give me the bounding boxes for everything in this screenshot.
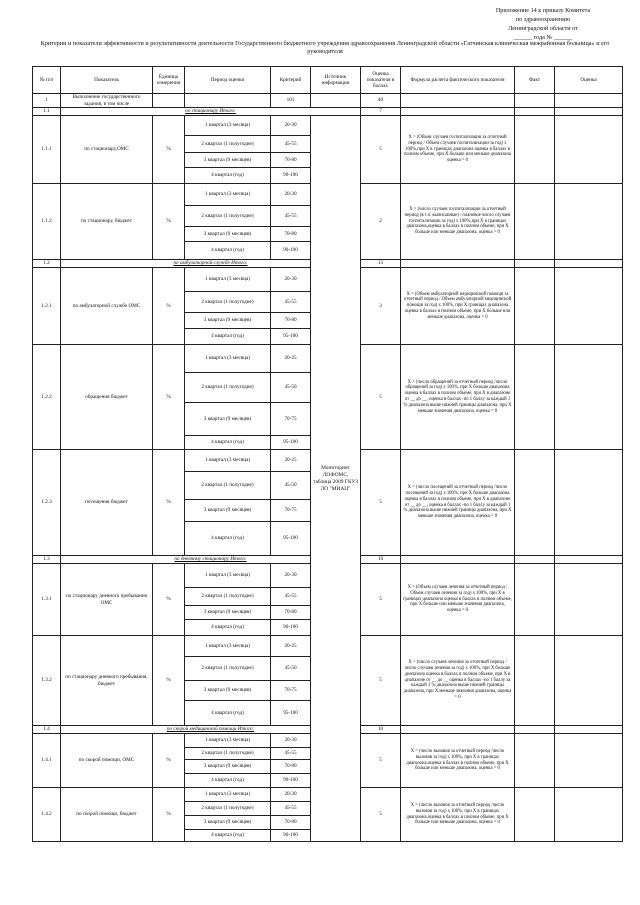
criterion-cell: 45-55 <box>271 802 311 816</box>
section-number: 1.3 <box>33 556 61 564</box>
criterion-cell: 90-100 <box>271 620 311 636</box>
criterion-cell: 70-80 <box>271 153 311 168</box>
fact-cell <box>515 734 555 788</box>
criterion-cell: 20-25 <box>271 636 311 657</box>
row-number: 1.2.3 <box>33 450 61 556</box>
indicator-name: по скорой помощи, бюджет <box>61 788 153 842</box>
indicator-name: по скорой помощи, ОМС <box>61 734 153 788</box>
score-cell: 5 <box>361 734 401 788</box>
indicator-name: по амбулаторной службе ОМС <box>61 268 153 345</box>
criterion-cell: 20-30 <box>271 788 311 802</box>
criterion-cell: 70-75 <box>271 403 311 436</box>
assessment-cell <box>555 108 623 116</box>
table-row <box>33 94 623 108</box>
unit-cell: % <box>153 564 185 636</box>
section-name: по амбулаторной службе Итого: <box>61 260 361 268</box>
section-name: по скорой медицинской помощи Итого: <box>61 726 361 734</box>
period-cell <box>185 94 271 108</box>
indicator-name: обращения бюджет <box>61 345 153 450</box>
unit-cell: % <box>153 184 185 260</box>
criterion-cell: 20-30 <box>271 116 311 136</box>
unit-cell: % <box>153 788 185 842</box>
row-number: 1.4.2 <box>33 788 61 842</box>
fact-cell <box>515 636 555 726</box>
document-title: Критерии и показатели эффективности и результативности деятельности Государственного бюджетного учреждения здравоохранения Ленинградской области «Гатчинская клиническая межрайонная больница» и его руководителя <box>40 40 610 55</box>
fact-cell <box>515 108 555 116</box>
column-header: Факт <box>515 67 555 94</box>
period-cell: 2 квартал (1 полугодие) <box>185 206 271 227</box>
criterion-cell: 20-30 <box>271 184 311 206</box>
formula-cell: X = (Объем случаев лечения за отчетный период / Объем случаев лечения за год) х 100%, при X в границах диапазона оценка в баллах в полном объеме, при X больше или меньше значения диапазона, оценка = 0 <box>401 564 515 636</box>
period-cell: 4 квартал (год) <box>185 436 271 450</box>
assessment-cell <box>555 450 623 556</box>
unit-cell: % <box>153 345 185 450</box>
period-cell: 1 квартал (3 месяца) <box>185 636 271 657</box>
criterion-cell: 70-75 <box>271 681 311 701</box>
criterion-cell: 20-30 <box>271 564 311 588</box>
column-header: Период оценки <box>185 67 271 94</box>
fact-cell <box>515 260 555 268</box>
fact-cell <box>515 268 555 345</box>
criterion-cell: 20-30 <box>271 268 311 292</box>
formula-cell: X = (число случаев лечения за отчетный период /число случаев лечения за год) х 100%, при X больше диапазона оценка в баллах в полном объеме, при X в диапазоне от __ до __ оценка в баллах -по 1 баллу за каждый 1 % диапазона выше нижней границы диапазона, при X меньше значения диапазона, оценка = 0 <box>401 636 515 726</box>
period-cell: 3 квартал (9 месяцев) <box>185 313 271 329</box>
assessment-cell <box>555 726 623 734</box>
table-header-row <box>33 67 623 94</box>
period-cell: 3 квартал (9 месяцев) <box>185 760 271 774</box>
score-cell: 5 <box>361 345 401 450</box>
indicator-name: по стационару дневного пребывания ОМС <box>61 564 153 636</box>
source-monitoring: Мониторинг ЛОФОМС, таблица 2009 ГКУЗ ЛО "МИАЦ" <box>311 116 361 842</box>
fact-cell <box>515 94 555 108</box>
criterion-cell: 45-55 <box>271 292 311 313</box>
section-score: 10 <box>361 726 401 734</box>
criterion-cell: 95-100 <box>271 436 311 450</box>
column-header: Критерий <box>271 67 311 94</box>
period-cell: 2 квартал (1 полугодие) <box>185 373 271 403</box>
fact-cell <box>515 564 555 636</box>
source-cell <box>311 94 361 108</box>
period-cell: 3 квартал (9 месяцев) <box>185 153 271 168</box>
period-cell: 2 квартал (1 полугодие) <box>185 472 271 500</box>
period-cell: 1 квартал (3 месяца) <box>185 450 271 472</box>
period-cell: 2 квартал (1 полугодие) <box>185 802 271 816</box>
score-cell: 5 <box>361 636 401 726</box>
fact-cell <box>515 788 555 842</box>
formula-cell: X = (число посещений за отчетный период /число посещений за год) х 100%, при X больше диапазона оценка в баллах в полном объеме, при X в диапазоне от __ до __, оценка в баллах -по 1 баллу за каждый 1 % диапазона выше нижней границы диапазона, при X меньше значения диапазона, оценка = 0 <box>401 450 515 556</box>
period-cell: 4 квартал (год) <box>185 620 271 636</box>
formula-cell: X = (число обращений за отчетный период /число обращений за год) х 100%, при X больше диапазона оценка в баллах в полном объеме, при X в диапазоне от __ до __, оценка в баллах -по 1 баллу за каждый 1 % диапазона выше нижней границы диапазона, при X меньше значения диапазона, оценка = 0 <box>401 345 515 450</box>
table-row <box>33 116 623 136</box>
criterion-cell: 45-55 <box>271 136 311 153</box>
period-cell: 4 квартал (год) <box>185 774 271 788</box>
period-cell: 1 квартал (3 месяца) <box>185 788 271 802</box>
criterion-cell: 70-80 <box>271 313 311 329</box>
formula-cell <box>401 108 515 116</box>
fact-cell <box>515 345 555 450</box>
period-cell: 3 квартал (9 месяцев) <box>185 606 271 620</box>
column-header: Оценка <box>555 67 623 94</box>
indicator-name: Выполнение государственного задания, в том числе <box>61 94 153 108</box>
assessment-cell <box>555 734 623 788</box>
formula-cell <box>401 556 515 564</box>
period-cell: 3 квартал (9 месяцев) <box>185 403 271 436</box>
criterion-cell: 45-50 <box>271 657 311 681</box>
formula-cell: X = (число вызовов за отчетный период /число вызовов за год) х 100%, при X в границах диапазона,оценка в баллах в полном объеме, при X больше или меньше диапазона, оценка = 0 <box>401 734 515 788</box>
unit-cell: % <box>153 116 185 184</box>
assessment-cell <box>555 184 623 260</box>
score-cell: 5 <box>361 788 401 842</box>
criterion-cell: 70-80 <box>271 816 311 830</box>
assessment-cell <box>555 116 623 184</box>
section-number: 1.4 <box>33 726 61 734</box>
period-cell: 3 квартал (9 месяцев) <box>185 500 271 522</box>
column-header: № п/п <box>33 67 61 94</box>
period-cell: 4 квартал (год) <box>185 522 271 556</box>
criterion-cell: 70-80 <box>271 606 311 620</box>
unit-cell <box>153 94 185 108</box>
row-number: 1.3.1 <box>33 564 61 636</box>
section-score: 7 <box>361 108 401 116</box>
criteria-table <box>32 66 623 842</box>
criterion-cell: 70-80 <box>271 760 311 774</box>
period-cell: 1 квартал (3 месяца) <box>185 734 271 748</box>
criterion-cell: 90-100 <box>271 242 311 260</box>
row-number: 1.4.1 <box>33 734 61 788</box>
criterion-cell: 45-55 <box>271 748 311 760</box>
period-cell: 2 квартал (1 полугодие) <box>185 136 271 153</box>
criterion-cell: 45-50 <box>271 472 311 500</box>
column-header: Формула расчета фактического показателя <box>401 67 515 94</box>
section-number: 1.1 <box>33 108 61 116</box>
fact-cell <box>515 726 555 734</box>
table-row <box>33 556 623 564</box>
period-cell: 1 квартал (3 месяца) <box>185 116 271 136</box>
approval-header <box>468 6 618 42</box>
fact-cell <box>515 556 555 564</box>
unit-cell: % <box>153 450 185 556</box>
section-number: 1.2 <box>33 260 61 268</box>
criterion-cell: 101 <box>271 94 311 108</box>
assessment-cell <box>555 260 623 268</box>
formula-cell: X = (Объем амбулаторной медицинской помощи за отчетный период / Объем амбулаторной медицинской помощи за год) х 100%, при X границах диапазона оценка в баллах в полном объеме, при X больше или меньше диапазона, оценка = 0 <box>401 268 515 345</box>
fact-cell <box>515 116 555 184</box>
period-cell: 4 квартал (год) <box>185 168 271 184</box>
row-number: 1.2.1 <box>33 268 61 345</box>
column-header: Единица измерения <box>153 67 185 94</box>
row-number: 1.1.2 <box>33 184 61 260</box>
row-number: 1.3.2 <box>33 636 61 726</box>
criterion-cell: 45-50 <box>271 373 311 403</box>
indicator-name: по стационару,ОМС <box>61 116 153 184</box>
unit-cell: % <box>153 268 185 345</box>
assessment-cell <box>555 345 623 450</box>
score-cell: 3 <box>361 268 401 345</box>
formula-cell: X = (Объем случаев госпитализации за отчетный период / Объем случаев госпитализации за год) х 100%,при X в границах диапазона оценка в баллах в полном объеме, при X больше или меньше диапазона оценка = 0 <box>401 116 515 184</box>
row-number: 1 <box>33 94 61 108</box>
period-cell: 4 квартал (год) <box>185 830 271 842</box>
assessment-cell <box>555 556 623 564</box>
criterion-cell: 90-100 <box>271 774 311 788</box>
period-cell: 2 квартал (1 полугодие) <box>185 588 271 606</box>
indicator-name: посещения бюджет <box>61 450 153 556</box>
criterion-cell: 70-80 <box>271 227 311 242</box>
formula-cell: X = (число вызовов за отчетный период /число вызовов за год) х 100%, при X в границах диапазона,оценка в баллах в полном объеме, при X больше или меньше диапазона, оценка = 0 <box>401 788 515 842</box>
header-line: Приложение 14 к приказу Комитета <box>495 7 591 14</box>
row-number: 1.2.2 <box>33 345 61 450</box>
criterion-cell: 70-75 <box>271 500 311 522</box>
header-line: Ленинградской области от <box>508 25 578 32</box>
section-name: по стационару Итого: <box>61 108 361 116</box>
formula-cell <box>401 260 515 268</box>
criterion-cell: 90-100 <box>271 168 311 184</box>
formula-cell <box>401 726 515 734</box>
criterion-cell: 20-30 <box>271 734 311 748</box>
criterion-cell: 95-100 <box>271 329 311 345</box>
column-header: Источник информации <box>311 67 361 94</box>
score-cell: 5 <box>361 116 401 184</box>
header-line: по здравоохранению <box>515 16 571 23</box>
criterion-cell: 45-55 <box>271 588 311 606</box>
period-cell: 3 квартал (9 месяцев) <box>185 681 271 701</box>
indicator-name: по стационару дневного пребывания, бюджет <box>61 636 153 726</box>
criterion-cell: 45-55 <box>271 206 311 227</box>
section-score: 10 <box>361 556 401 564</box>
period-cell: 4 квартал (год) <box>185 701 271 726</box>
row-number: 1.1.1 <box>33 116 61 184</box>
table-row <box>33 726 623 734</box>
header-line: ______ года № ______ <box>513 34 573 41</box>
period-cell: 3 квартал (9 месяцев) <box>185 227 271 242</box>
criterion-cell: 95-100 <box>271 522 311 556</box>
assessment-cell <box>555 636 623 726</box>
criterion-cell: 95-100 <box>271 701 311 726</box>
period-cell: 4 квартал (год) <box>185 329 271 345</box>
score-cell: 5 <box>361 450 401 556</box>
assessment-cell <box>555 268 623 345</box>
period-cell: 1 квартал (3 месяца) <box>185 268 271 292</box>
score-cell: 2 <box>361 184 401 260</box>
period-cell: 1 квартал (3 месяца) <box>185 564 271 588</box>
section-score: 13 <box>361 260 401 268</box>
unit-cell: % <box>153 734 185 788</box>
indicator-name: по стационару, бюджет <box>61 184 153 260</box>
section-name: по дневному стационару Итого: <box>61 556 361 564</box>
fact-cell <box>515 184 555 260</box>
unit-cell: % <box>153 636 185 726</box>
table-body <box>33 94 623 842</box>
formula-cell <box>401 94 515 108</box>
criterion-cell: 90-100 <box>271 830 311 842</box>
assessment-cell <box>555 788 623 842</box>
assessment-cell <box>555 94 623 108</box>
period-cell: 2 квартал (1 полугодие) <box>185 657 271 681</box>
formula-cell: X = (число случаев госпитализации за отчетный период (в т.ч. выписанные) / плановое число случаев госпитализации за год) х 100%,при X в границах диапазона,оценка в баллах в полном объеме, при X больше или меньше диапазона, оценка = 0 <box>401 184 515 260</box>
assessment-cell <box>555 564 623 636</box>
period-cell: 4 квартал (год) <box>185 242 271 260</box>
fact-cell <box>515 450 555 556</box>
criterion-cell: 20-25 <box>271 345 311 373</box>
period-cell: 1 квартал (3 месяца) <box>185 345 271 373</box>
score-cell: 40 <box>361 94 401 108</box>
period-cell: 3 квартал (9 месяцев) <box>185 816 271 830</box>
period-cell: 1 квартал (3 месяца) <box>185 184 271 206</box>
period-cell: 2 квартал (1 полугодие) <box>185 748 271 760</box>
column-header: Оценка показателя в баллах <box>361 67 401 94</box>
period-cell: 2 квартал (1 полугодие) <box>185 292 271 313</box>
criterion-cell: 20-25 <box>271 450 311 472</box>
table-row <box>33 108 623 116</box>
column-header: Показатель <box>61 67 153 94</box>
table-row <box>33 260 623 268</box>
score-cell: 5 <box>361 564 401 636</box>
